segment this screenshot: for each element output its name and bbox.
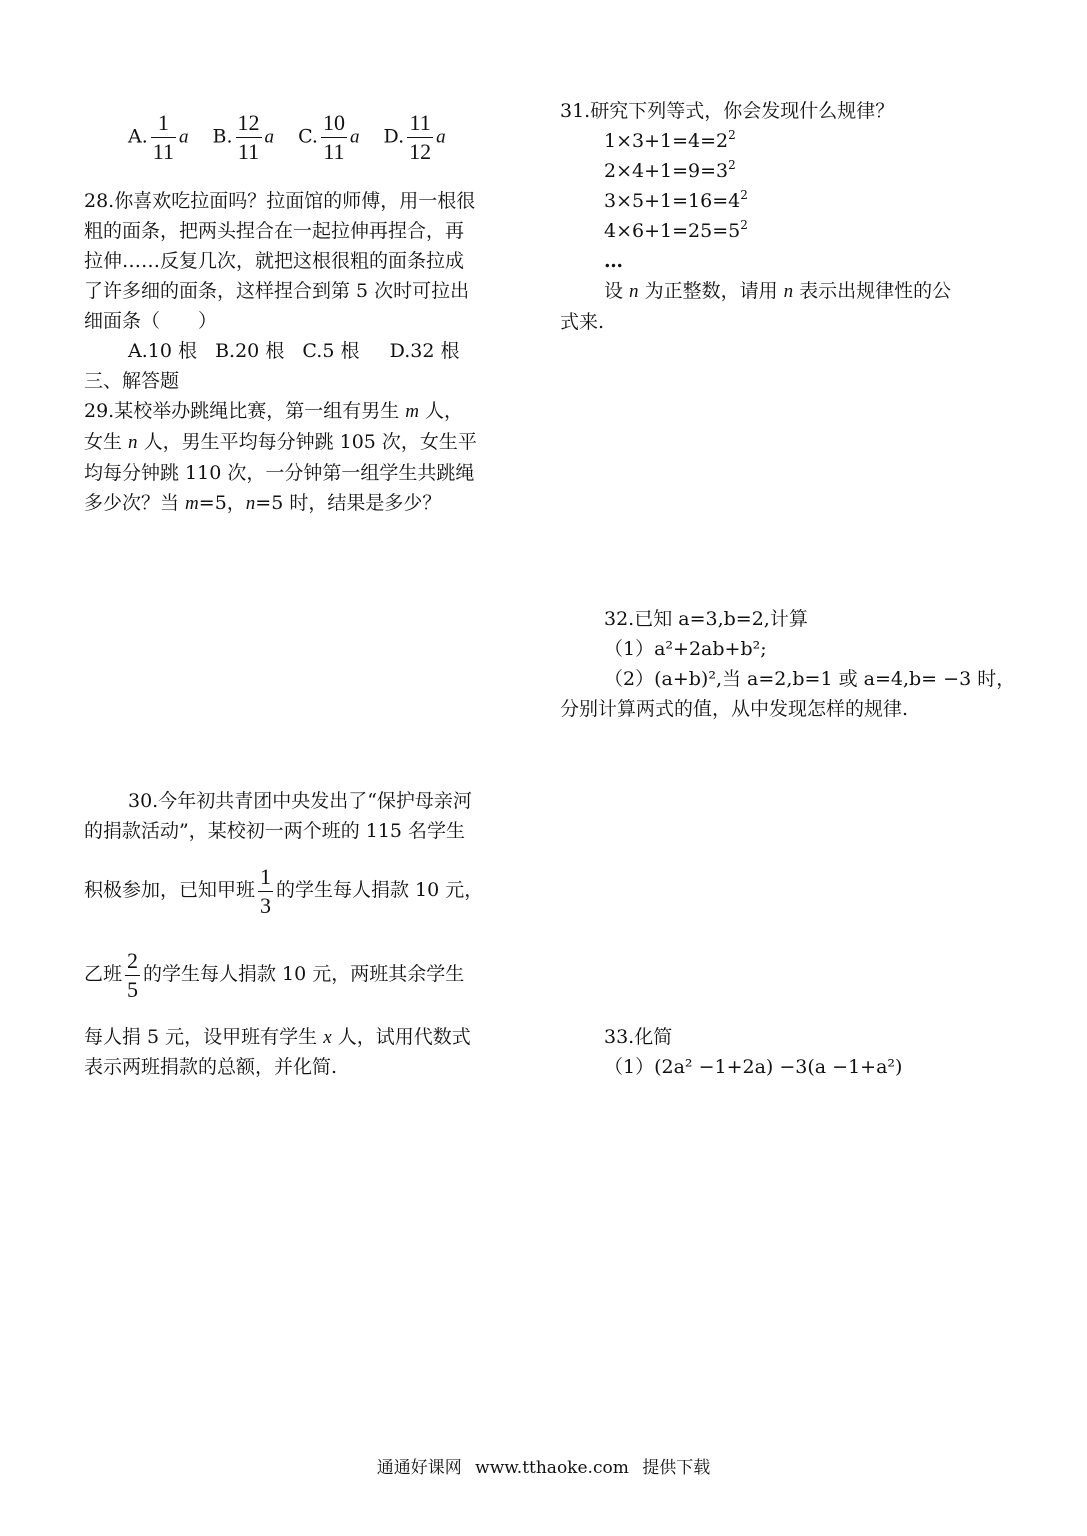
footer-url-link[interactable]: www.tthaoke.com <box>475 1458 629 1478</box>
text: =5 时，结果是多少？ <box>255 492 442 514</box>
q29-line-4 <box>84 488 477 519</box>
text: 2×4+1=9=3 <box>604 160 729 182</box>
text: 3×5+1=16=4 <box>604 190 741 212</box>
fraction <box>321 112 347 163</box>
q28-line: 粗的面条，把两头捏合在一起拉伸再捏合，再 <box>84 220 465 242</box>
text: 29.某校举办跳绳比赛，第一组有男生 <box>84 400 406 422</box>
q29-line-1 <box>84 396 477 427</box>
denominator: 11 <box>321 137 347 163</box>
numerator: 10 <box>322 110 345 135</box>
question-29 <box>84 396 477 519</box>
denominator: 5 <box>127 976 139 1002</box>
text: 人， <box>419 400 464 422</box>
footer <box>0 1456 1087 1480</box>
option-label: D. <box>383 125 405 148</box>
q27-options <box>128 112 464 163</box>
denominator: 11 <box>152 139 174 164</box>
q32-title: 32.已知 a=3,b=2,计算 <box>604 608 808 630</box>
q31-equation <box>560 186 951 216</box>
q28-line: 拉伸……反复几次，就把这根很粗的面条拉成 <box>84 250 465 272</box>
numerator: 1 <box>260 863 272 889</box>
numerator: 11 <box>409 110 431 135</box>
variable: x <box>323 1027 332 1048</box>
q28-line: 细面条（ ） <box>84 310 218 332</box>
text: =5， <box>198 492 246 514</box>
q31-desc-line-1 <box>560 276 951 307</box>
question-28 <box>84 186 475 366</box>
q30-line-2: 的捐款活动”，某校初一两个班的 115 名学生 <box>84 820 466 842</box>
variable: n <box>128 432 138 453</box>
option-label: B. <box>212 125 233 148</box>
footer-suffix: 提供下载 <box>642 1458 711 1478</box>
q27-option-c <box>298 112 359 163</box>
q30-line-1: 30.今年初共青团中央发出了“保护母亲河 <box>128 790 472 812</box>
q27-option-a <box>128 112 188 163</box>
q29-line-2 <box>84 427 477 458</box>
q27-option-d <box>384 112 446 163</box>
fraction <box>407 112 433 163</box>
text: 每人捐 5 元，设甲班有学生 <box>84 1026 324 1048</box>
q33-title: 33.化简 <box>604 1026 673 1048</box>
q28-line: 28.你喜欢吃拉面吗？拉面馆的师傅，用一根很 <box>84 190 476 212</box>
denominator: 12 <box>409 139 432 164</box>
text: 积极参加，已知甲班 <box>84 879 256 901</box>
q31-equation <box>560 216 951 246</box>
text: 为正整数，请用 <box>638 280 784 302</box>
fraction-one-third <box>258 863 273 918</box>
exponent: 2 <box>740 187 748 202</box>
numerator: 2 <box>127 947 139 973</box>
q33-sub-1: （1）(2a² −1+2a) −3(a −1+a²) <box>604 1056 903 1078</box>
text: 人，试用代数式 <box>331 1026 471 1048</box>
q32-line-3: 分别计算两式的值，从中发现怎样的规律. <box>560 698 909 720</box>
text: 女生 <box>84 431 129 453</box>
question-33 <box>560 1022 902 1082</box>
text: 设 <box>604 280 630 302</box>
exponent: 2 <box>740 217 748 232</box>
q32-sub-1: （1）a²+2ab+b²; <box>604 638 767 660</box>
text: 表示出规律性的公 <box>793 280 952 302</box>
q27-option-b <box>213 112 275 163</box>
numerator: 12 <box>237 110 260 135</box>
variable: n <box>245 493 256 514</box>
question-32 <box>560 604 1015 724</box>
variable: n <box>629 281 639 302</box>
text: 乙班 <box>84 963 123 985</box>
q31-ellipsis: … <box>604 250 623 272</box>
q31-equation <box>560 126 951 156</box>
text: 人，男生平均每分钟跳 105 次，女生平 <box>137 431 477 453</box>
fraction <box>151 112 176 163</box>
q30-line-6: 表示两班捐款的总额，并化简. <box>84 1056 338 1078</box>
q30-line-3 <box>84 862 483 918</box>
exponent: 2 <box>728 157 736 172</box>
text: 的学生每人捐款 10 元， <box>276 879 484 901</box>
variable: n <box>783 281 794 302</box>
q28-line: 了许多细的面条，这样捏合到第 5 次时可拉出 <box>84 280 470 302</box>
text: 1×3+1=4=2 <box>604 130 729 152</box>
text: 多少次？当 <box>84 492 186 514</box>
section-3-title: 三、解答题 <box>84 370 180 392</box>
q28-options: A.10 根 B.20 根 C.5 根 D.32 根 <box>128 340 460 362</box>
text: 的学生每人捐款 10 元，两班其余学生 <box>143 963 465 985</box>
footer-site-name: 通通好课网 <box>376 1458 462 1478</box>
q31-desc-line-2: 式来. <box>560 311 605 333</box>
q31-equation <box>560 156 951 186</box>
text: 4×6+1=25=5 <box>604 220 741 242</box>
denominator: 11 <box>236 137 262 163</box>
exponent: 2 <box>728 127 736 142</box>
option-label: C. <box>298 125 318 148</box>
variable: a <box>349 126 360 148</box>
q30-line-4 <box>84 946 464 1002</box>
q30-line-5 <box>84 1022 471 1053</box>
question-31 <box>560 96 951 337</box>
q31-title: 31.研究下列等式，你会发现什么规律？ <box>560 100 895 122</box>
q32-sub-2: （2）(a+b)²,当 a=2,b=1 或 a=4,b= −3 时， <box>604 668 1016 690</box>
variable: a <box>178 126 189 148</box>
numerator: 1 <box>157 110 169 135</box>
fraction <box>236 112 262 163</box>
variable: a <box>436 126 446 148</box>
variable: m <box>405 401 419 422</box>
variable: a <box>264 126 275 148</box>
fraction-two-fifths <box>125 947 140 1002</box>
q29-line-3: 均每分钟跳 110 次，一分钟第一组学生共跳绳 <box>84 462 475 484</box>
option-label: A. <box>128 125 148 148</box>
denominator: 3 <box>260 892 272 918</box>
variable: m <box>185 493 199 514</box>
